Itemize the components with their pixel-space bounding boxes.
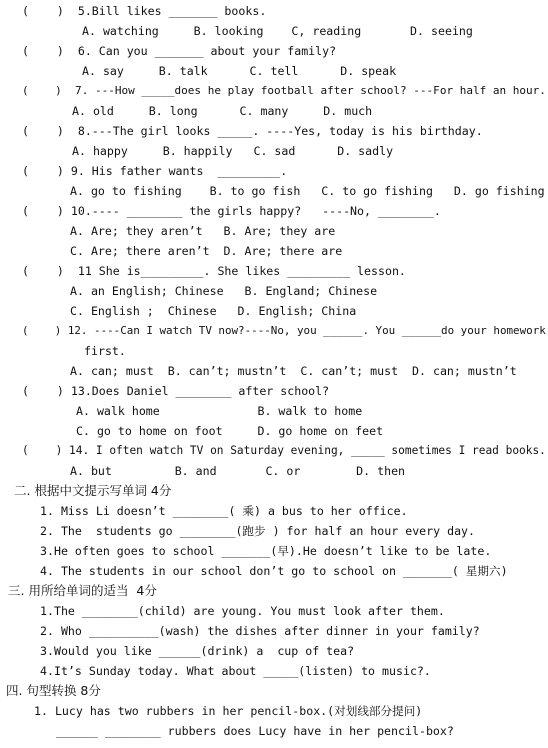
question-10-options-ab: A. Are; they aren’t B. Are; they are [70,224,336,238]
section-3-item-3: 3.Would you like ______(drink) a cup of tea? [40,644,355,658]
section-2-heading: 二. 根据中文提示写单词 4分 [14,483,172,498]
question-11-options-cd: C. English ; Chinese D. English; China [70,304,357,318]
section-4-heading: 四. 句型转换 8分 [6,683,101,698]
question-13-options-ab: A. walk home B. walk to home [76,404,363,418]
section-2-item-4: 4. The students in our school don’t go to school on _______( 星期六) [40,564,508,578]
question-6-options: A. say B. talk C. tell D. speak [82,64,397,78]
question-10-options-cd: C. Are; there aren’t D. Are; there are [70,244,343,258]
question-12-options: A. can; must B. can’t; mustn’t C. can’t; must D. can; mustn’t [70,364,517,378]
question-9-options: A. go to fishing B. to go fish C. to go fishing D. go fishing [70,184,545,198]
question-10: ( ) 10.---- ________ the girls happy? ----No, ________. [22,204,441,218]
question-5: ( ) 5.Bill likes _______ books. [22,4,267,18]
section-3-item-4: 4.It’s Sunday today. What about _____(listen) to music?. [40,664,431,678]
question-8-options: A. happy B. happily C. sad D. sadly [72,144,394,158]
question-11-options-ab: A. an English; Chinese B. England; Chinese [70,284,378,298]
question-8: ( ) 8.---The girl looks _____. ----Yes, today is his birthday. [22,124,483,138]
section-2-item-3: 3.He often goes to school _______(早).He doesn’t like to be late. [40,544,492,558]
question-14: ( ) 14. I often watch TV on Saturday evening, _____ sometimes I read books. [22,444,546,457]
section-4-item-1: 1. Lucy has two rubbers in her pencil-box.(对划线部分提问) [34,704,423,718]
question-9: ( ) 9. His father wants _________. [22,164,288,178]
section-4-item-1-answer: ______ ________ rubbers does Lucy have in her pencil-box? [56,724,454,738]
question-7: ( ) 7. ---How _____does he play football after school? ---For half an hour. [22,84,546,97]
question-6: ( ) 6. Can you _______ about your family? [22,44,337,58]
question-7-options: A. old B. long C. many D. much [72,104,373,118]
question-13-options-cd: C. go to home on foot D. go home on feet [76,424,384,438]
question-5-options: A. watching B. looking C, reading D. seeing [82,24,473,38]
question-11: ( ) 11 She is_________. She likes _________ lesson. [22,264,406,278]
question-12: ( ) 12. ----Can I watch TV now?----No, you ______. You ______do your homework [22,324,546,337]
section-3-item-2: 2. Who __________(wash) the dishes after dinner in your family? [40,624,480,638]
question-13: ( ) 13.Does Daniel ________ after school? [22,384,330,398]
question-14-options: A. but B. and C. or D. then [70,464,406,478]
question-12-continued: first. [84,344,126,358]
section-3-item-1: 1.The ________(child) are young. You must look after them. [40,604,445,618]
section-3-heading: 三. 用所给单词的适当 4分 [8,583,157,598]
section-2-item-2: 2. The students go ________(跑步 ) for half an hour every day. [40,524,476,538]
section-2-item-1: 1. Miss Li doesn’t ________( 乘) a bus to her office. [40,504,408,518]
